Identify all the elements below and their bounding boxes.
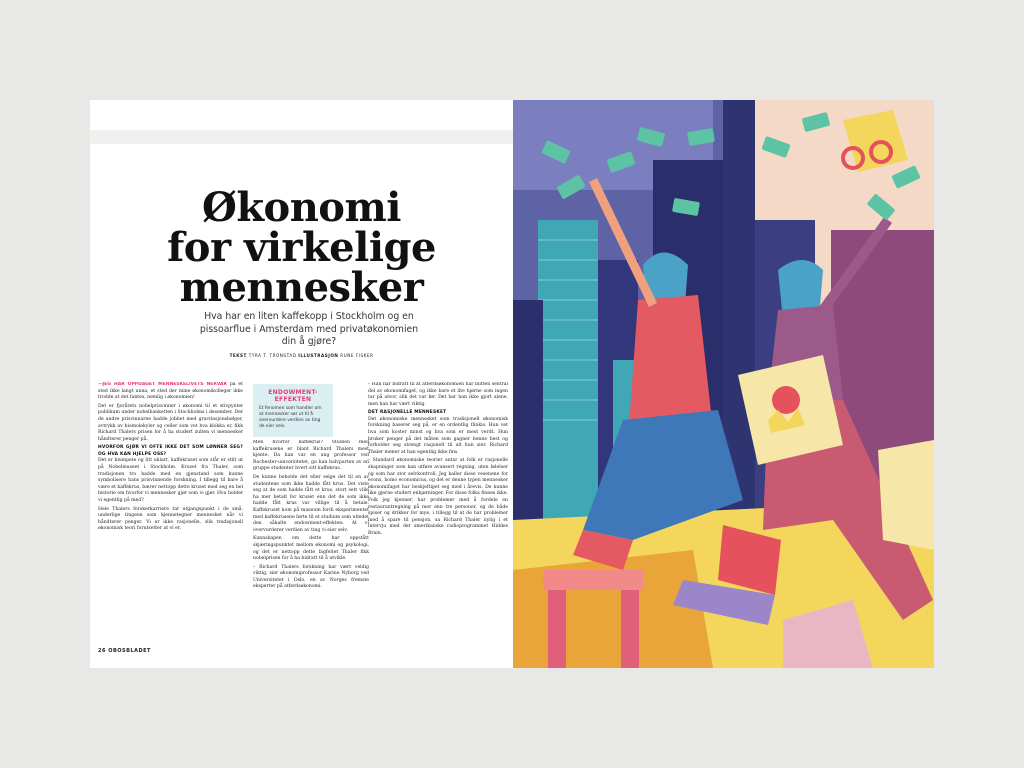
header-band <box>90 130 513 144</box>
text-column-3 <box>368 382 508 540</box>
shopping-bag-right <box>878 440 934 550</box>
col3-paragraph-2: Det økonomiske mennesket som tradisjonell økonomisk forskning baserer seg på, er en ordentlig flinkis. Hun vet hva som koster minst og hva som er mest verdt. Hun bruker penger på det måten som gagner henne best og forholder seg strengt rasjonelt til alt hun sier. Richard Thaler mener at han egentlig ikke fins. <box>368 416 508 455</box>
byline-text-label: TEKST <box>229 353 247 358</box>
col3-paragraph-3: – Standard økonomiske teorier antar at folk er rasjonelle skapninger som kan utføre avansert regning, uten følelser og som har stor selvkontroll. Jeg kaller disse vesenene for econs, homo economicus, og det er denne typen mennesker økonomifaget har beskjeftiget seg med i årevis. De kunne like gjerne studert enhjørninger. For disse folka finnes ikke. Folk jeg kjenner, har problemer med å fordele en restaurantregning på mer enn tre personer, og de både spiser og drikker for mye, i tillegg til at de har problemer med å spare til pensjon, sa Richard Thaler nylig i et intervju med det amerikanske radioprogrammet Hiddes Brain. <box>368 458 508 536</box>
text-column-1 <box>98 382 243 535</box>
stool-top <box>543 570 643 590</box>
sidebar-heading: ENDOWMENT-EFFEKTEN <box>268 389 318 403</box>
byline-illustration-label: ILLUSTRASJON <box>298 353 339 358</box>
article-title <box>90 184 513 311</box>
byline-illustrator: RUNE FISKER <box>340 353 374 358</box>
page-folio: 26 OBOSBLADET <box>98 648 151 654</box>
col1-paragraph-2: Det er fjorårets nobelprisvinner i økonomi til et stivpyntet publikum under nobelbanketten i Stockholms i desember. Der de andre prisvinnarne hadde jobbet med gravitasjonsbølger, avtrykk av biomolekyler og celler som vet hva klokka er, fikk Richard Thalers prisen for å ha studert zulten vi mennesker håndterer penger på. <box>98 403 243 442</box>
stool-leg-left <box>548 590 566 668</box>
col2-paragraph-3: Kunnskapen om dette har oppstått skjæringspunktet mellom økonomi og psykologi, og det er nettopp dette fagfeltet Thaler fikk nobelprisen for å ha bidratt til å utvikle. <box>253 536 369 562</box>
lead-in: —JEG HAR OPPDAGET MENNESKELIVETS NERVAR <box>98 382 227 387</box>
title-line-1: Økonomi <box>201 184 402 231</box>
sidebar-body: Et fenomen som handler om at mennesker sør ut til å overvurdere verdien av ting de eier selv. <box>259 406 322 429</box>
article-deck: Hva har en liten kaffekopp i Stockholm og en pissoarflue i Amsterdam med privatøkonomien din å gjøre? <box>199 311 419 347</box>
title-line-3: mennesker <box>179 264 424 311</box>
illustration <box>513 100 934 668</box>
building-dark-left <box>513 300 543 530</box>
stool-leg-right <box>621 590 639 668</box>
sidebar-box <box>253 384 333 437</box>
illustration-page <box>513 100 934 668</box>
col1-paragraph-1: på et sted ikke langt unna, et sted der mine økonomikolleger ikke trodde at det fantes, nemlig i økonomien! <box>98 382 243 401</box>
col3-subheading: DET RASJONELLE MENNESKET <box>368 410 447 416</box>
col2-paragraph-2: De kunne beholde det eller selge det til en av studentene som ikke hadde fått krus. Det viste seg at de som hadde fått et krus, stort sett ville ha mer betalt for kruset enn det de som ikke hadde fått krus var villige til å betale. Kaffekruset kom på museum fordi eksperimentet med kaffekrusene førte til et studium som utledet den såkalte endowment-effekten: At vi overvurderer verdien av ting vi eier selv. <box>253 474 369 533</box>
left-page <box>90 100 513 668</box>
col2-paragraph-4: – Richard Thalers forskning har vært veldig viktig, sier økonomiprofessor Karine Nyborg ved Universitetet i Oslo, en av Norges fremste eksperter på atferdsøkonomi. <box>253 564 369 590</box>
text-column-2 <box>253 440 369 593</box>
col2-paragraph-1: Men hvorfor kaffekrus? Studien med kaffekrusene er blant Richard Thalers mest kjente. Da han var en ung professor ved Rochester-universitetet, ga han halvparten av en gruppe studenter hvert sitt kaffekrus. <box>253 440 369 472</box>
col1-subheading: HVORFOR GJØR VI OFTE IKKE DET SOM LØNNER SEG? OG HVA KAN HJELPE OSS? <box>98 445 243 457</box>
skyscraper-teal <box>538 220 598 520</box>
col1-paragraph-4: Hele Thalers forskerkarriere tar utgangspunkt i de små, underlige tingene som kjennetegner mennesket når vi håndterer penger. Vi er ikke rasjonelle, slik tradisjonell økonomisk teori forutsetter at vi er. <box>98 506 243 532</box>
byline-writer: TYRA T. TRONSTAD <box>248 353 297 358</box>
col3-paragraph-1: – Han har bidratt til at atferdsøkonomien har blitten sentral del av økonomifaget, og ikke bare et lite hjørne som ingen tar på alvor, slik det var før. Det har han ikke gjort alene, men han har vært viktig. <box>368 382 508 407</box>
col1-paragraph-3: Det er klumpete og litt uklart, kaffekruset som står er stilt ut på Nobelmuseet i Stockholm. Kruset fra Thaler, som tradisjonen tro hadde med en gjenstand som kunne symbolisere hans prisvinnende forskning. I tillegg til bare å være et kaffekrus, bærer nettopp dette kruset med seg en hel historie om hvorfor vi mennesker gjør som vi gjør. Hva holder vi egentlig på med? <box>98 458 243 503</box>
bag-circle-print <box>772 386 800 414</box>
byline <box>90 353 513 358</box>
floor-shadow <box>513 550 713 668</box>
title-line-2: for virkelige <box>167 224 436 271</box>
